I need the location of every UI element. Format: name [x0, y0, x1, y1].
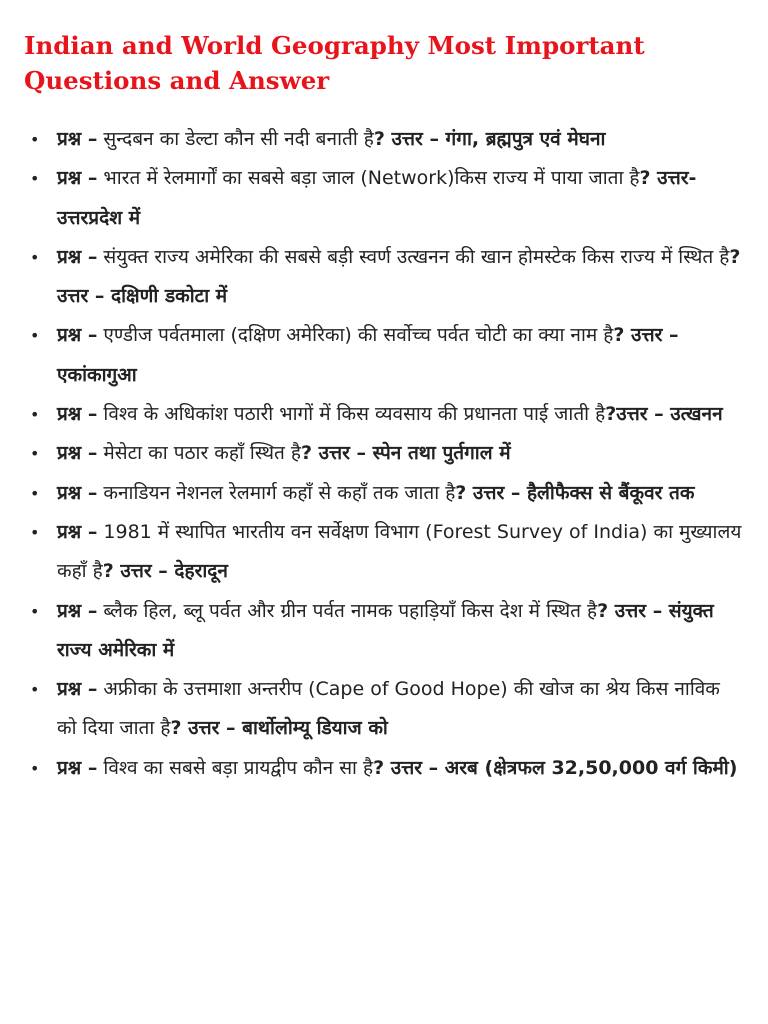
answer-text: ? उत्तर – एकांकागुआ [57, 324, 679, 386]
bullet-icon: • [30, 522, 40, 542]
title-line-2: Questions and Answer [24, 66, 330, 95]
question-label: प्रश्न – [57, 403, 98, 426]
list-item [24, 434, 744, 473]
question-answer-list [24, 120, 744, 788]
question-text: ब्लैक हिल, ब्लू पर्वत और ग्रीन पर्वत नामक पहाड़ियाँ किस देश में स्थित है [97, 599, 598, 622]
question-label: प्रश्न – [57, 481, 98, 504]
question-label: प्रश्न – [57, 756, 98, 779]
question-text: विश्व का सबसे बड़ा प्रायद्वीप कौन सा है [97, 756, 374, 779]
question-label: प्रश्न – [57, 678, 98, 701]
bullet-icon: • [30, 758, 40, 778]
bullet-icon: • [30, 405, 40, 425]
list-item [24, 592, 744, 671]
answer-text: ? उत्तर- उत्तरप्रदेश में [57, 167, 697, 229]
answer-text: ?उत्तर – उत्खनन [605, 403, 723, 426]
answer-text: ? उत्तर – बार्थोलोम्यू डियाज को [170, 717, 388, 740]
question-label: प्रश्न – [57, 167, 98, 190]
title-line-1: Indian and World Geography Most Important [24, 31, 645, 60]
question-label: प्रश्न – [57, 324, 98, 347]
bullet-icon: • [30, 247, 40, 267]
list-item [24, 395, 744, 434]
question-label: प्रश्न – [57, 599, 98, 622]
question-label: प्रश्न – [57, 245, 98, 268]
list-item [24, 670, 744, 749]
list-item [24, 120, 744, 159]
answer-text: ? उत्तर – दक्षिणी डकोटा में [57, 245, 741, 308]
list-item [24, 238, 744, 317]
question-text: भारत में रेलमार्गों का सबसे बड़ा जाल (Network)किस राज्य में पाया जाता है [97, 167, 640, 190]
answer-text: ? उत्तर – हैलीफैक्स से बैंकूवर तक [455, 481, 695, 504]
page-title [24, 28, 744, 98]
bullet-icon: • [30, 483, 40, 503]
list-item [24, 159, 744, 238]
answer-text: ? उत्तर – संयुक्त राज्य अमेरिका में [57, 599, 714, 661]
question-text: 1981 में स्थापित भारतीय वन सर्वेक्षण विभाग (Forest Survey of India) का मुख्यालय कहाँ है [57, 520, 742, 583]
list-item [24, 513, 744, 592]
answer-text: ? उत्तर – अरब (क्षेत्रफल 32,50,000 वर्ग किमी) [373, 756, 738, 779]
question-text: संयुक्त राज्य अमेरिका की सबसे बड़ी स्वर्ण उत्खनन की खान होमस्टेक किस राज्य में स्थित है [97, 245, 730, 268]
list-item [24, 474, 744, 513]
question-label: प्रश्न – [57, 520, 98, 543]
question-label: प्रश्न – [57, 442, 98, 465]
bullet-icon: • [30, 130, 40, 149]
question-text: अफ्रीका के उत्तमाशा अन्तरीप (Cape of Good Hope) की खोज का श्रेय किस नाविक को दिया जाता है [57, 678, 720, 740]
bullet-icon: • [30, 680, 40, 700]
question-text: कनाडियन नेशनल रेलमार्ग कहाँ से कहाँ तक जाता है [97, 481, 456, 504]
question-text: सुन्दबन का डेल्टा कौन सी नदी बनाती है [97, 128, 374, 150]
bullet-icon: • [30, 326, 40, 346]
question-label: प्रश्न – [57, 128, 98, 150]
question-text: विश्व के अधिकांश पठारी भागों में किस व्यवसाय की प्रधानता पाई जाती है [97, 403, 606, 426]
bullet-icon: • [30, 601, 40, 621]
question-text: एण्डीज पर्वतमाला (दक्षिण अमेरिका) की सर्वोच्च पर्वत चोटी का क्या नाम है [97, 324, 614, 347]
answer-text: ? उत्तर – देहरादून [102, 560, 228, 583]
answer-text: ? उत्तर – स्पेन तथा पुर्तगाल में [300, 442, 511, 465]
bullet-icon: • [30, 169, 40, 189]
answer-text: ? उत्तर – गंगा, ब्रह्मपुत्र एवं मेघना [373, 128, 606, 150]
list-item [24, 316, 744, 395]
list-item [24, 749, 744, 788]
question-text: मेसेटा का पठार कहाँ स्थित है [97, 442, 301, 465]
bullet-icon: • [30, 444, 40, 464]
